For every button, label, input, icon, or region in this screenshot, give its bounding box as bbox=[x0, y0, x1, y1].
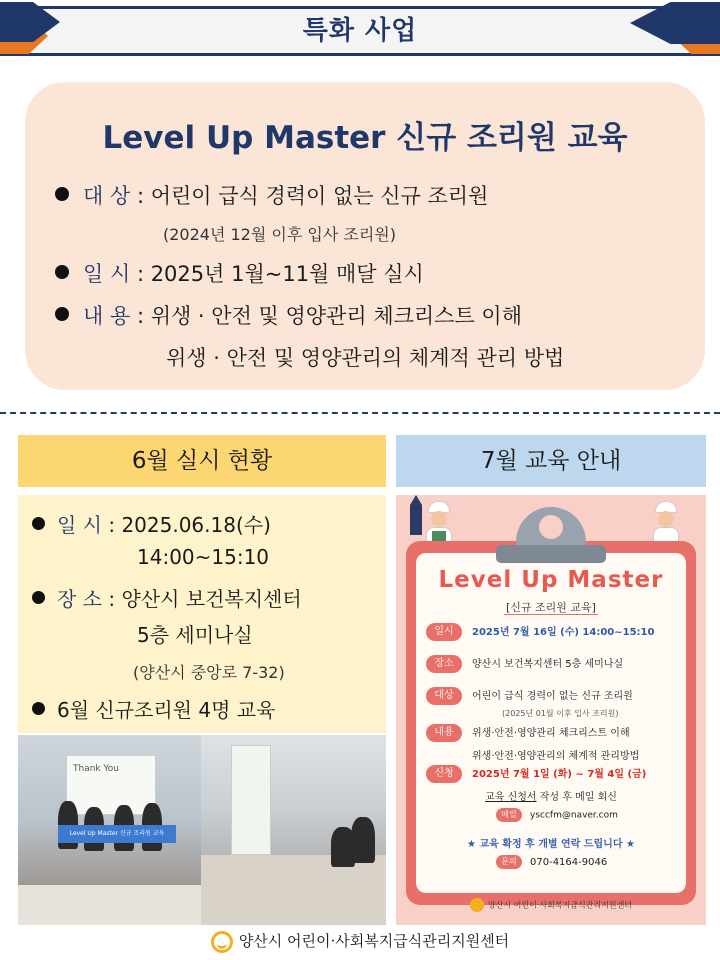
june-status-header: 6월 실시 현황 bbox=[18, 435, 386, 487]
june-address: (양산시 중앙로 7-32) bbox=[133, 663, 285, 682]
bullet-icon bbox=[55, 265, 69, 279]
poster-title: Level Up Master bbox=[438, 567, 664, 593]
june-status-panel bbox=[18, 495, 386, 733]
schedule-label: 일 시 bbox=[83, 262, 131, 286]
poster-org bbox=[416, 898, 686, 912]
banner-text: Level Up Master 신규 조리원 교육 bbox=[69, 830, 165, 837]
clip-hole bbox=[539, 515, 563, 539]
july-guide-header: 7월 교육 안내 bbox=[396, 435, 706, 487]
june-result: 6월 신규조리원 4명 교육 bbox=[57, 698, 276, 722]
poster-content-row bbox=[426, 724, 630, 742]
training-photo-classroom bbox=[201, 735, 386, 925]
poster-subtitle bbox=[416, 599, 686, 615]
poster-notice: ★ 교육 확정 후 개별 연락 드립니다 ★ bbox=[467, 839, 635, 850]
poster-org-city: 양산시 bbox=[487, 900, 512, 910]
footer-org-name: 양산시 어린이·사회복지급식관리지원센터 bbox=[238, 932, 510, 950]
projected-slide bbox=[231, 745, 271, 855]
poster-place: 양산시 보건복지센터 5층 세미나실 bbox=[472, 659, 624, 670]
target-note: (2024년 12월 이후 입사 조리원) bbox=[163, 225, 397, 244]
poster-target-row bbox=[426, 687, 633, 705]
apply-tag: 신청 bbox=[426, 765, 462, 783]
footer bbox=[0, 930, 720, 953]
bullet-icon bbox=[55, 187, 69, 201]
bullet-icon bbox=[32, 591, 45, 604]
poster-content-1: 위생·안전·영양관리 체크리스트 이해 bbox=[472, 728, 630, 739]
june-time-value: 14:00~15:10 bbox=[137, 545, 270, 569]
target-line bbox=[55, 180, 488, 210]
poster-subtitle-text: [신규 조리원 교육] bbox=[506, 601, 596, 614]
place-tag: 장소 bbox=[426, 655, 462, 673]
apply-method: 작성 후 메일 회신 bbox=[539, 792, 617, 803]
bullet-icon bbox=[32, 702, 45, 715]
poster-apply-row bbox=[426, 765, 646, 783]
smile-logo-icon bbox=[211, 931, 233, 953]
clip-base bbox=[496, 545, 606, 563]
poster-content-2: 위생·안전·영양관리의 체계적 관리방법 bbox=[472, 751, 640, 762]
bullet-icon bbox=[55, 307, 69, 321]
mail-tag: 메일 bbox=[496, 808, 522, 822]
bullet-icon bbox=[32, 517, 45, 530]
target-label: 대 상 bbox=[83, 184, 131, 208]
schedule-value: : 2025년 1월~11월 매달 실시 bbox=[136, 262, 424, 286]
section-divider bbox=[0, 412, 720, 414]
header-banner bbox=[0, 0, 720, 62]
program-title: Level Up Master 신규 조리원 교육 bbox=[102, 120, 628, 156]
page-title: 특화 사업 bbox=[302, 16, 418, 46]
july-poster bbox=[396, 495, 706, 925]
content-line bbox=[55, 300, 522, 330]
chef-head bbox=[431, 511, 447, 527]
target-value: : 어린이 급식 경력이 없는 신규 조리원 bbox=[136, 184, 489, 208]
poster-date: 2025년 7월 16일 (수) 14:00~15:10 bbox=[472, 627, 655, 638]
content-value-2: 위생 · 안전 및 영양관리의 체계적 관리 방법 bbox=[166, 346, 565, 370]
chef-head bbox=[658, 511, 674, 527]
poster-mail[interactable]: ysccfm@naver.com bbox=[530, 810, 618, 821]
june-place-room: 5층 세미나실 bbox=[137, 623, 253, 647]
poster-contact-row bbox=[496, 855, 607, 869]
desk-area bbox=[201, 855, 386, 925]
screen-text: Thank You bbox=[73, 764, 120, 774]
poster-phone: 070-4164-9046 bbox=[530, 857, 608, 868]
smile-logo-icon bbox=[470, 898, 484, 912]
poster-org-name: 어린이·사회복지급식관리지원센터 bbox=[513, 900, 633, 910]
poster-target: 어린이 급식 경력이 없는 신규 조리원 bbox=[472, 691, 633, 702]
poster-target-note: (2025년 01월 이후 입사 조리원) bbox=[502, 709, 619, 718]
presentation-screen bbox=[66, 755, 156, 815]
person-silhouette bbox=[351, 817, 375, 863]
pencil-icon bbox=[410, 495, 422, 535]
training-banner bbox=[58, 825, 176, 843]
program-overview-card bbox=[25, 82, 705, 390]
june-result-line bbox=[32, 694, 275, 723]
contact-tag: 문의 bbox=[496, 855, 522, 869]
june-date-value: : 2025.06.18(수) bbox=[108, 513, 271, 537]
june-date-line bbox=[32, 509, 271, 538]
june-place-label: 장 소 bbox=[57, 587, 102, 611]
floor bbox=[18, 885, 201, 925]
june-date-label: 일 시 bbox=[57, 513, 102, 537]
poster-date-row bbox=[426, 623, 654, 641]
schedule-line bbox=[55, 258, 424, 288]
june-place-line bbox=[32, 583, 302, 612]
content-value: : 위생 · 안전 및 영양관리 체크리스트 이해 bbox=[136, 304, 522, 328]
poster-place-row bbox=[426, 655, 623, 673]
content-tag: 내용 bbox=[426, 724, 462, 742]
date-tag: 일시 bbox=[426, 623, 462, 641]
june-place-value: : 양산시 보건복지센터 bbox=[108, 587, 302, 611]
apply-form-link[interactable]: 교육 신청서 bbox=[485, 792, 537, 803]
poster-mail-row bbox=[496, 808, 618, 822]
content-label: 내 용 bbox=[83, 304, 131, 328]
poster-apply-method-line bbox=[416, 788, 686, 803]
target-tag: 대상 bbox=[426, 687, 462, 705]
poster-apply-period: 2025년 7월 1일 (화) ~ 7월 4일 (금) bbox=[472, 769, 647, 780]
training-photo-group bbox=[18, 735, 201, 925]
